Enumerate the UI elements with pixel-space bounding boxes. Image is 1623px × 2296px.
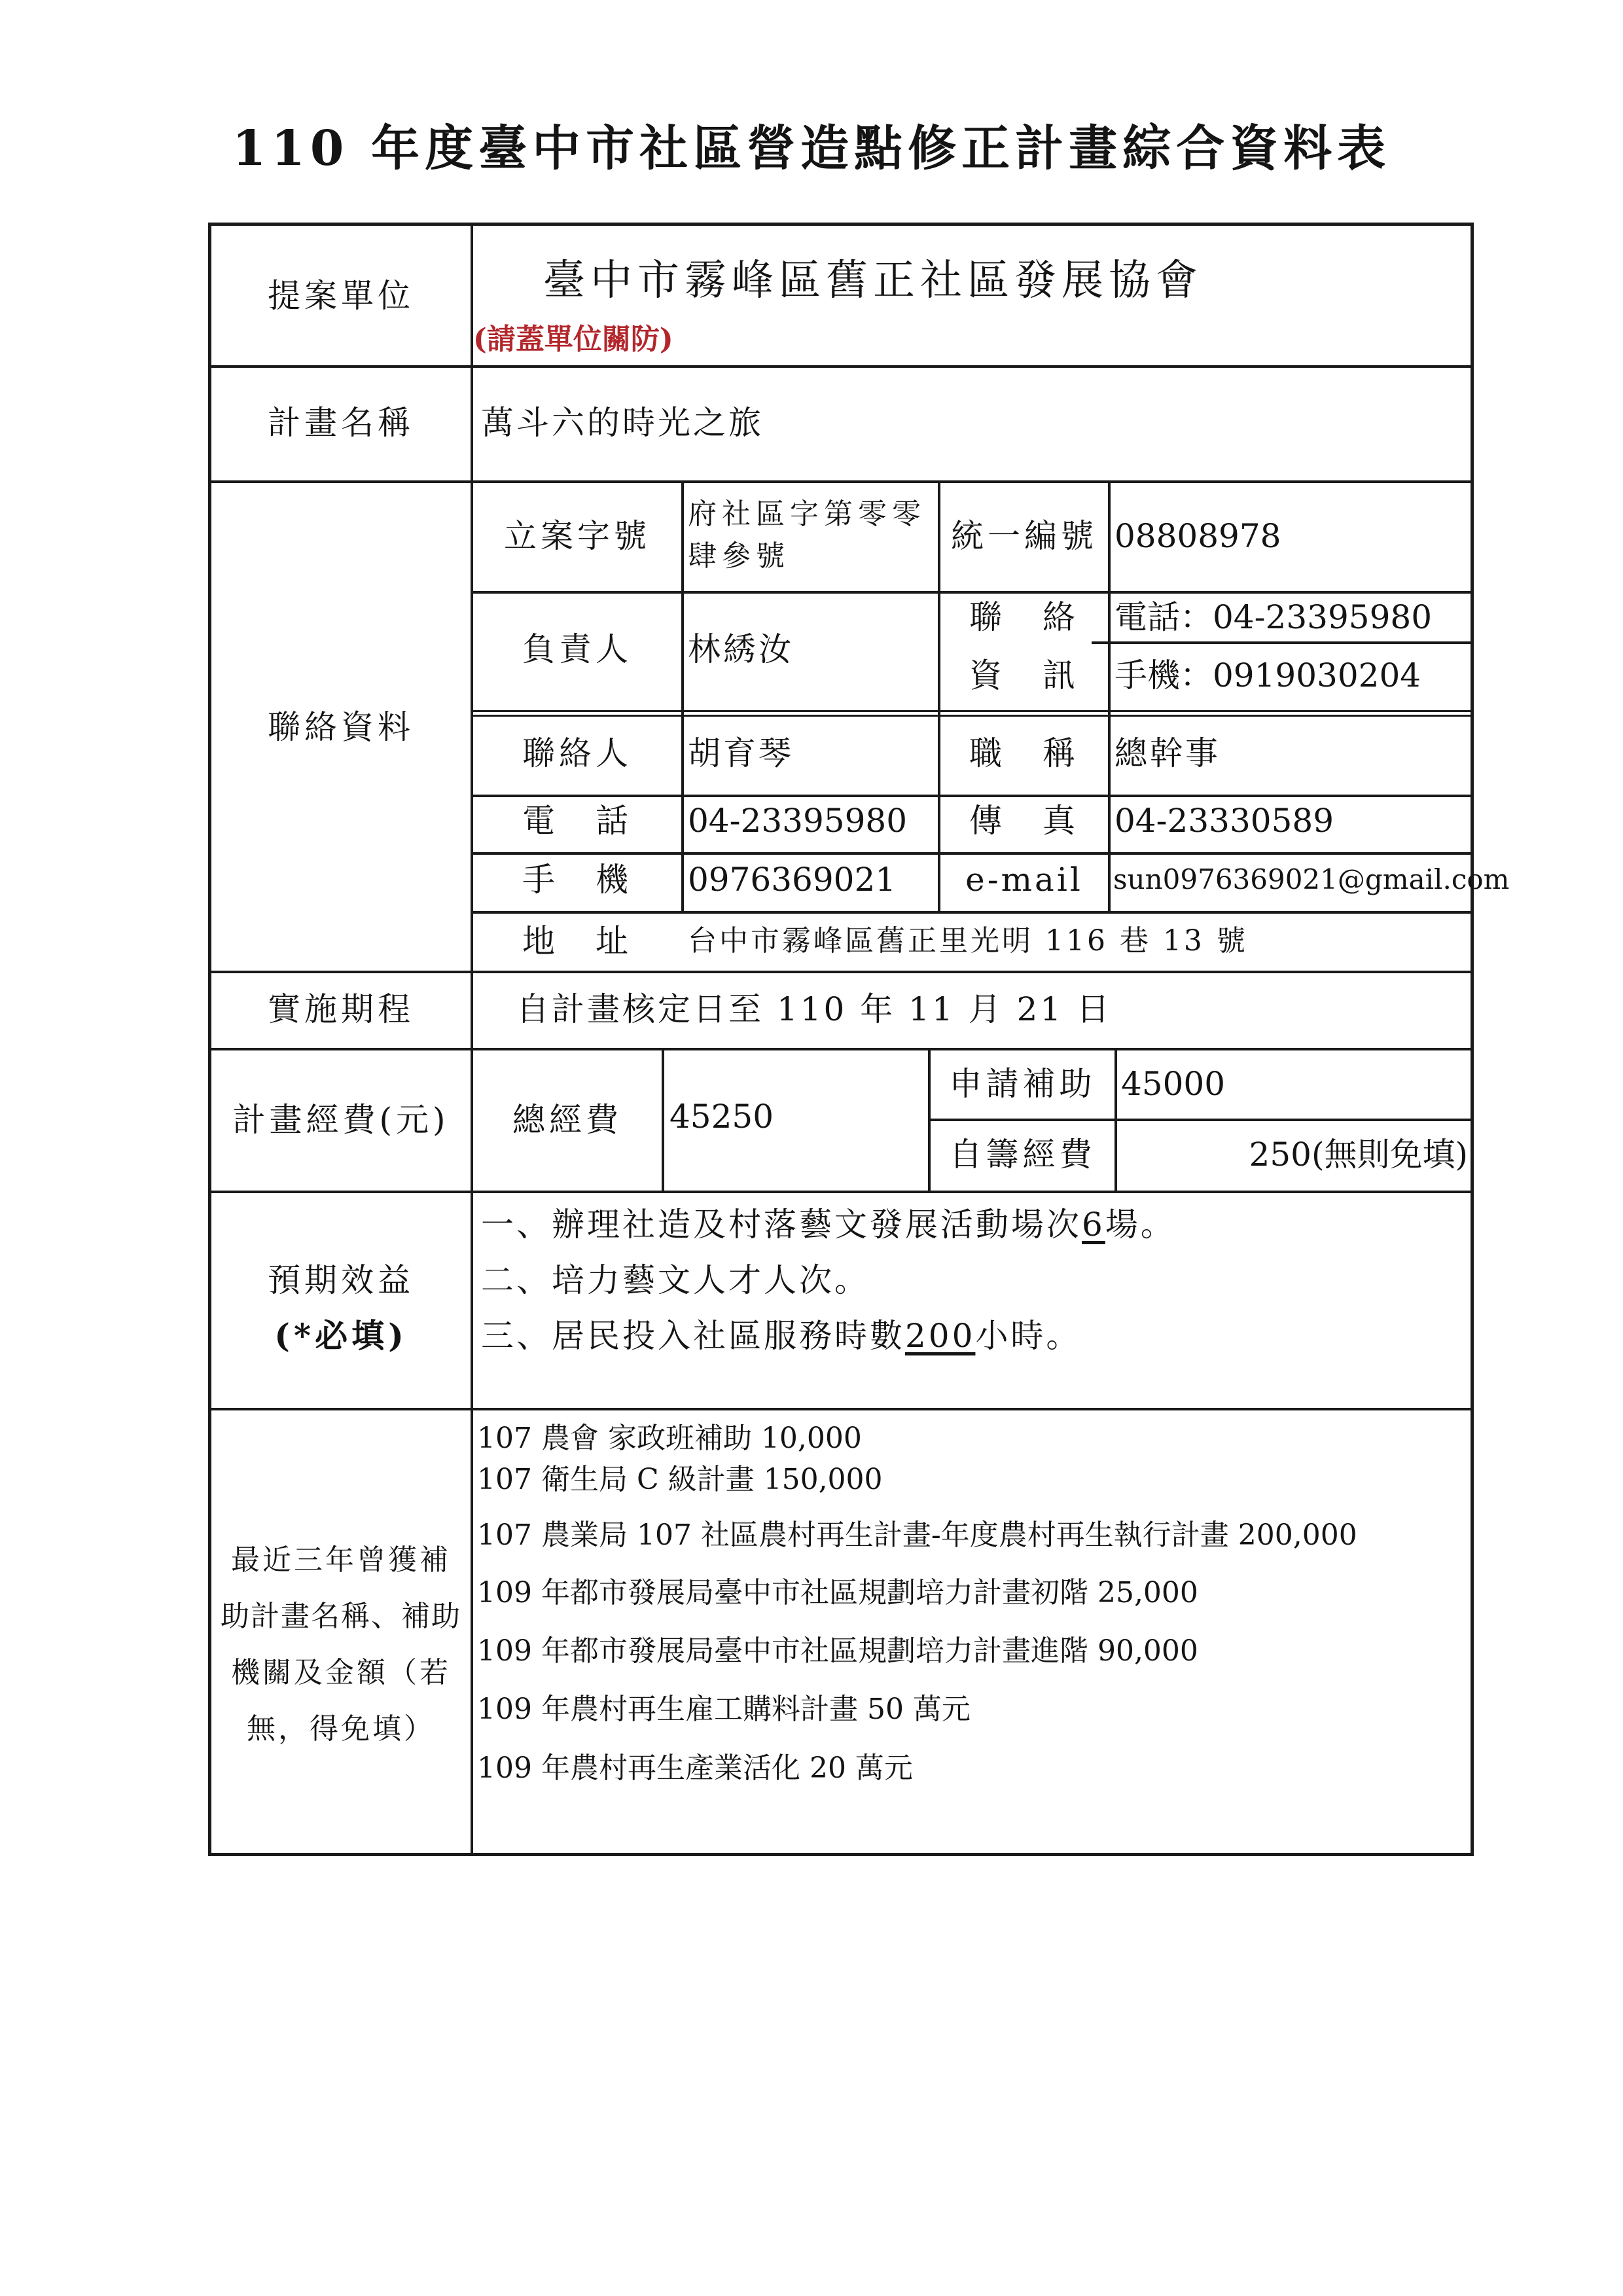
email-label: e-mail: [965, 861, 1083, 899]
history-label-line: 最近三年曾獲補: [231, 1543, 451, 1577]
benefit-item-text: 一、辦理社造及村落藝文發展活動場次: [481, 1206, 1082, 1244]
row-divider: [211, 1408, 1471, 1410]
contact-row-divider: [471, 911, 1471, 914]
subsidy-label: 申請補助: [949, 1065, 1096, 1103]
benefit-item: [481, 1204, 1176, 1245]
fax-value: 04-23330589: [1115, 802, 1334, 840]
benefit-item-suffix: 小時。: [975, 1317, 1082, 1355]
contact-column-divider: [681, 480, 684, 912]
office-phone-value: 電話：04-23395980: [1115, 598, 1433, 636]
tax-id-label: 統一編號: [951, 517, 1097, 555]
schedule-label: 實施期程: [268, 990, 414, 1028]
contact-row-divider: [471, 591, 1471, 594]
history-item: 109 年農村再生雇工購料計畫 50 萬元: [477, 1693, 971, 1726]
row-divider: [211, 1048, 1471, 1050]
self-funded-value: 250(無則免填): [1249, 1136, 1468, 1174]
history-label-line: 機關及金額（若: [231, 1656, 451, 1689]
history-label-line: 無，得免填）: [247, 1712, 435, 1746]
registration-number-label: 立案字號: [504, 517, 651, 555]
history-item: 107 農會 家政班補助 10,000: [477, 1422, 862, 1455]
contact-info-label-line1: 聯 絡: [969, 598, 1079, 636]
contact-row-divider: [471, 852, 1471, 855]
history-label-line: 助計畫名稱、補助: [221, 1600, 461, 1633]
schedule-value: 自計畫核定日至 110 年 11 月 21 日: [516, 990, 1113, 1028]
plan-name-value: 萬斗六的時光之旅: [481, 404, 764, 442]
mobile-phone-value: 手機：0919030204: [1115, 656, 1421, 694]
benefit-item-value: 200: [905, 1317, 976, 1355]
proposer-name: 臺中市霧峰區舊正社區發展協會: [543, 257, 1203, 305]
benefit-item-text: 三、居民投入社區服務時數: [481, 1317, 905, 1355]
row-divider: [211, 480, 1471, 483]
history-item: 109 年都市發展局臺中市社區規劃培力計畫初階 25,000: [477, 1576, 1198, 1609]
contact-double-divider: [471, 710, 1471, 717]
total-budget-value: 45250: [669, 1098, 774, 1136]
telephone-value: 04-23395980: [688, 802, 908, 840]
registration-number-value-line1: 府社區字第零零: [688, 497, 926, 531]
page-title: 110 年度臺中市社區營造點修正計畫綜合資料表: [232, 120, 1391, 177]
tax-id-value: 08808978: [1115, 517, 1281, 555]
address-value: 台中市霧峰區舊正里光明 116 巷 13 號: [688, 924, 1248, 958]
budget-label: 計畫經費(元): [232, 1101, 450, 1139]
budget-row-divider: [928, 1119, 1471, 1121]
total-budget-label: 總經費: [512, 1101, 622, 1139]
cellphone-value: 0976369021: [688, 861, 897, 899]
history-item: 109 年農村再生產業活化 20 萬元: [477, 1751, 913, 1785]
benefit-item: [481, 1260, 870, 1300]
proposer-label: 提案單位: [268, 277, 414, 315]
contact-row-divider: [471, 795, 1471, 797]
row-divider: [211, 1191, 1471, 1193]
history-item: 107 農業局 107 社區農村再生計畫-年度農村再生執行計畫 200,000: [477, 1518, 1357, 1552]
row-divider: [211, 365, 1471, 368]
benefits-label: 預期效益: [268, 1261, 414, 1299]
fax-label: 傳 真: [969, 802, 1079, 840]
row-divider: [211, 971, 1471, 973]
contact-info-label-line2: 資 訊: [969, 656, 1079, 694]
address-label: 地 址: [522, 922, 632, 960]
budget-column-divider: [662, 1048, 664, 1191]
subsidy-value: 45000: [1121, 1065, 1226, 1103]
label-column-divider: [471, 226, 473, 1853]
benefit-item-text: 二、培力藝文人才人次。: [481, 1261, 870, 1299]
history-item: 107 衛生局 C 級計畫 150,000: [477, 1463, 883, 1496]
job-title-label: 職 稱: [969, 734, 1079, 772]
history-item: 109 年都市發展局臺中市社區規劃培力計畫進階 90,000: [477, 1634, 1198, 1668]
contact-person-value: 胡育琴: [688, 734, 794, 772]
cellphone-label: 手 機: [522, 861, 632, 899]
self-funded-label: 自籌經費: [949, 1136, 1096, 1174]
seal-note: (請蓋單位關防): [473, 323, 673, 356]
job-title-value: 總幹事: [1115, 734, 1221, 772]
contact-subrow-divider: [1092, 641, 1471, 644]
summary-form-table: [208, 223, 1510, 1856]
benefit-item: [481, 1316, 1081, 1356]
contact-column-divider: [1108, 480, 1111, 912]
email-value: sun0976369021@gmail.com: [1113, 863, 1510, 895]
benefits-required-note: (*必填): [274, 1316, 408, 1355]
registration-number-value-line2: 肆參號: [688, 539, 790, 573]
plan-name-label: 計畫名稱: [268, 404, 414, 442]
telephone-label: 電 話: [522, 802, 632, 840]
benefit-item-suffix: 場。: [1105, 1206, 1176, 1244]
responsible-person-value: 林綉汝: [688, 630, 794, 668]
benefit-item-value: 6: [1082, 1206, 1105, 1244]
contact-person-label: 聯絡人: [522, 734, 632, 772]
contact-section-label: 聯絡資料: [268, 708, 414, 746]
responsible-person-label: 負責人: [522, 630, 632, 668]
